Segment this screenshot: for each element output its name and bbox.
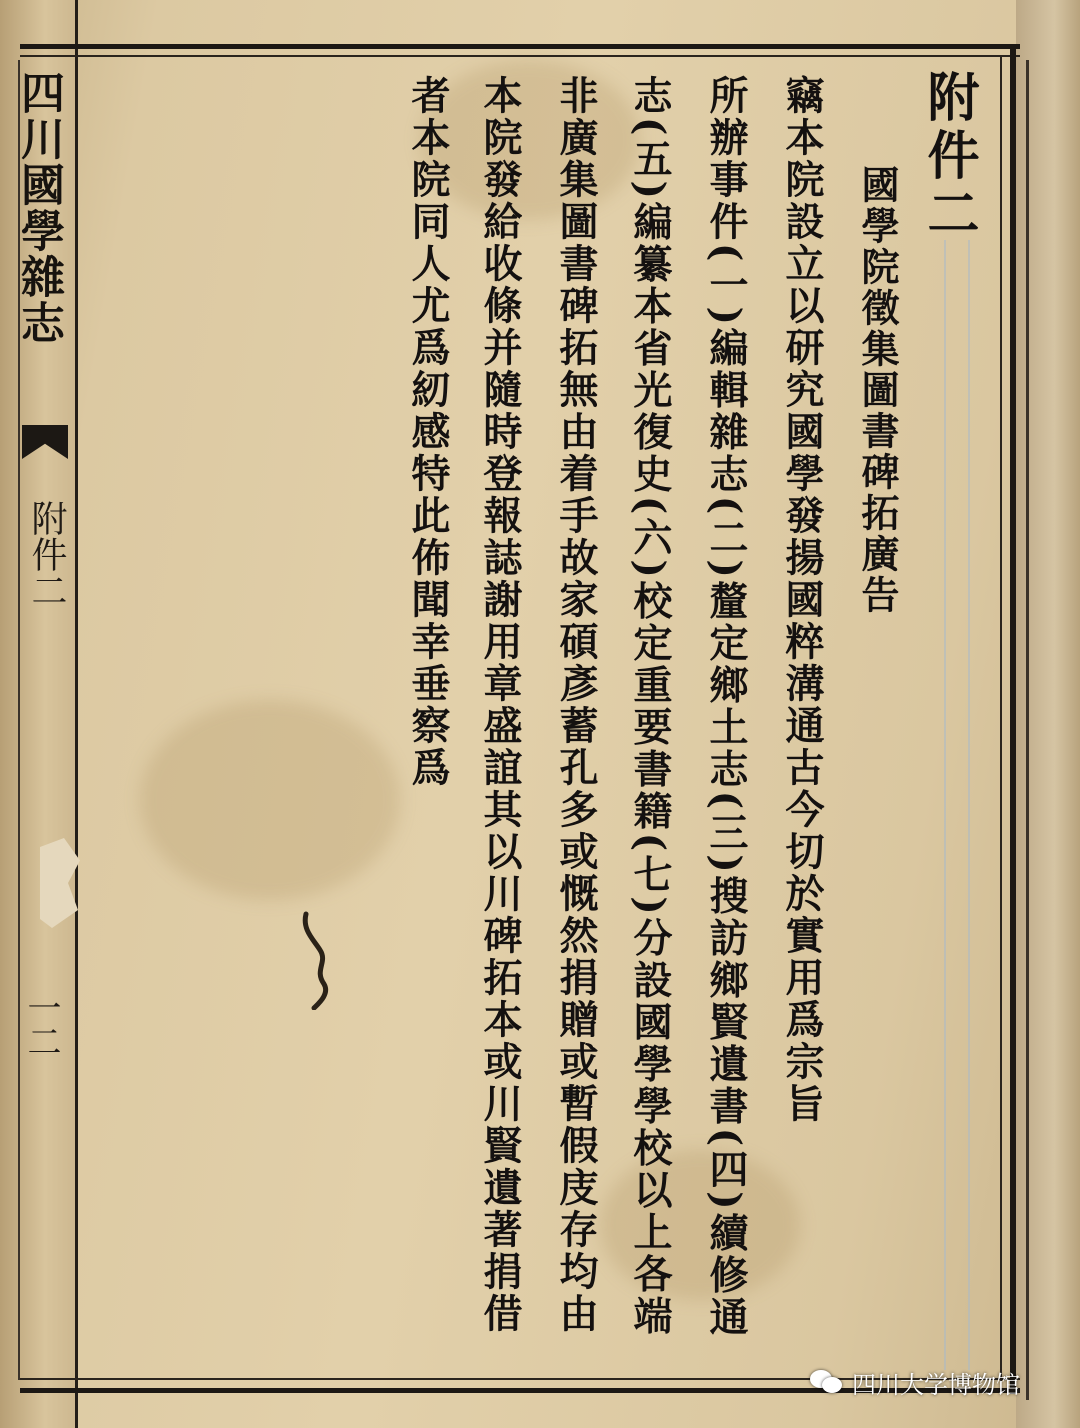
appendix-heading: 附件二 [918, 70, 979, 244]
body-column-2: 所辦事件(一)編輯雜志(二)釐定鄉土志(三)搜訪鄉賢遺書(四)續修通 [703, 75, 749, 1339]
next-page-rule [1026, 60, 1029, 1400]
spine-journal-title: 四川國學雜志 [13, 70, 64, 346]
body-column-5: 本院發給收條并隨時登報誌謝用章盛誼其以川碑拓本或川賢遺著捐借 [477, 75, 523, 1335]
paper-stain [420, 60, 640, 220]
frame-right-rule [1010, 44, 1016, 1394]
body-column-6: 者本院同人尤爲紉感特此佈聞幸垂察爲 [405, 75, 451, 789]
column-guide-line [968, 240, 970, 1370]
ink-smudge [300, 910, 334, 1010]
body-column-1: 竊本院設立以研究國學發揚國粹溝通古今切於實用爲宗旨 [779, 75, 825, 1125]
book-spine [0, 0, 78, 1428]
wechat-icon [810, 1368, 844, 1396]
watermark [810, 1362, 1020, 1402]
frame-right-inner-rule [1000, 57, 1002, 1382]
fish-tail-mark [22, 425, 68, 459]
frame-top-inner-rule [20, 55, 1020, 57]
column-guide-line [944, 240, 946, 1370]
watermark-text: 四川大学博物馆 [852, 1370, 1020, 1399]
spine-section-label: 附件二 [26, 500, 67, 608]
spine-page-number: 一二 [21, 990, 61, 1058]
body-column-4: 非廣集圖書碑拓無由着手故家碩彥蓄孔多或慨然捐贈或暫假庋存均由 [553, 75, 599, 1335]
body-column-3: 志(五)編纂本省光復史(六)校定重要書籍(七)分設國學學校以上各端 [627, 75, 673, 1338]
frame-top-rule [20, 44, 1020, 49]
notice-title: 國學院徵集圖書碑拓廣告 [855, 165, 900, 616]
paper-stain [140, 700, 400, 900]
paper-tear [40, 838, 80, 928]
